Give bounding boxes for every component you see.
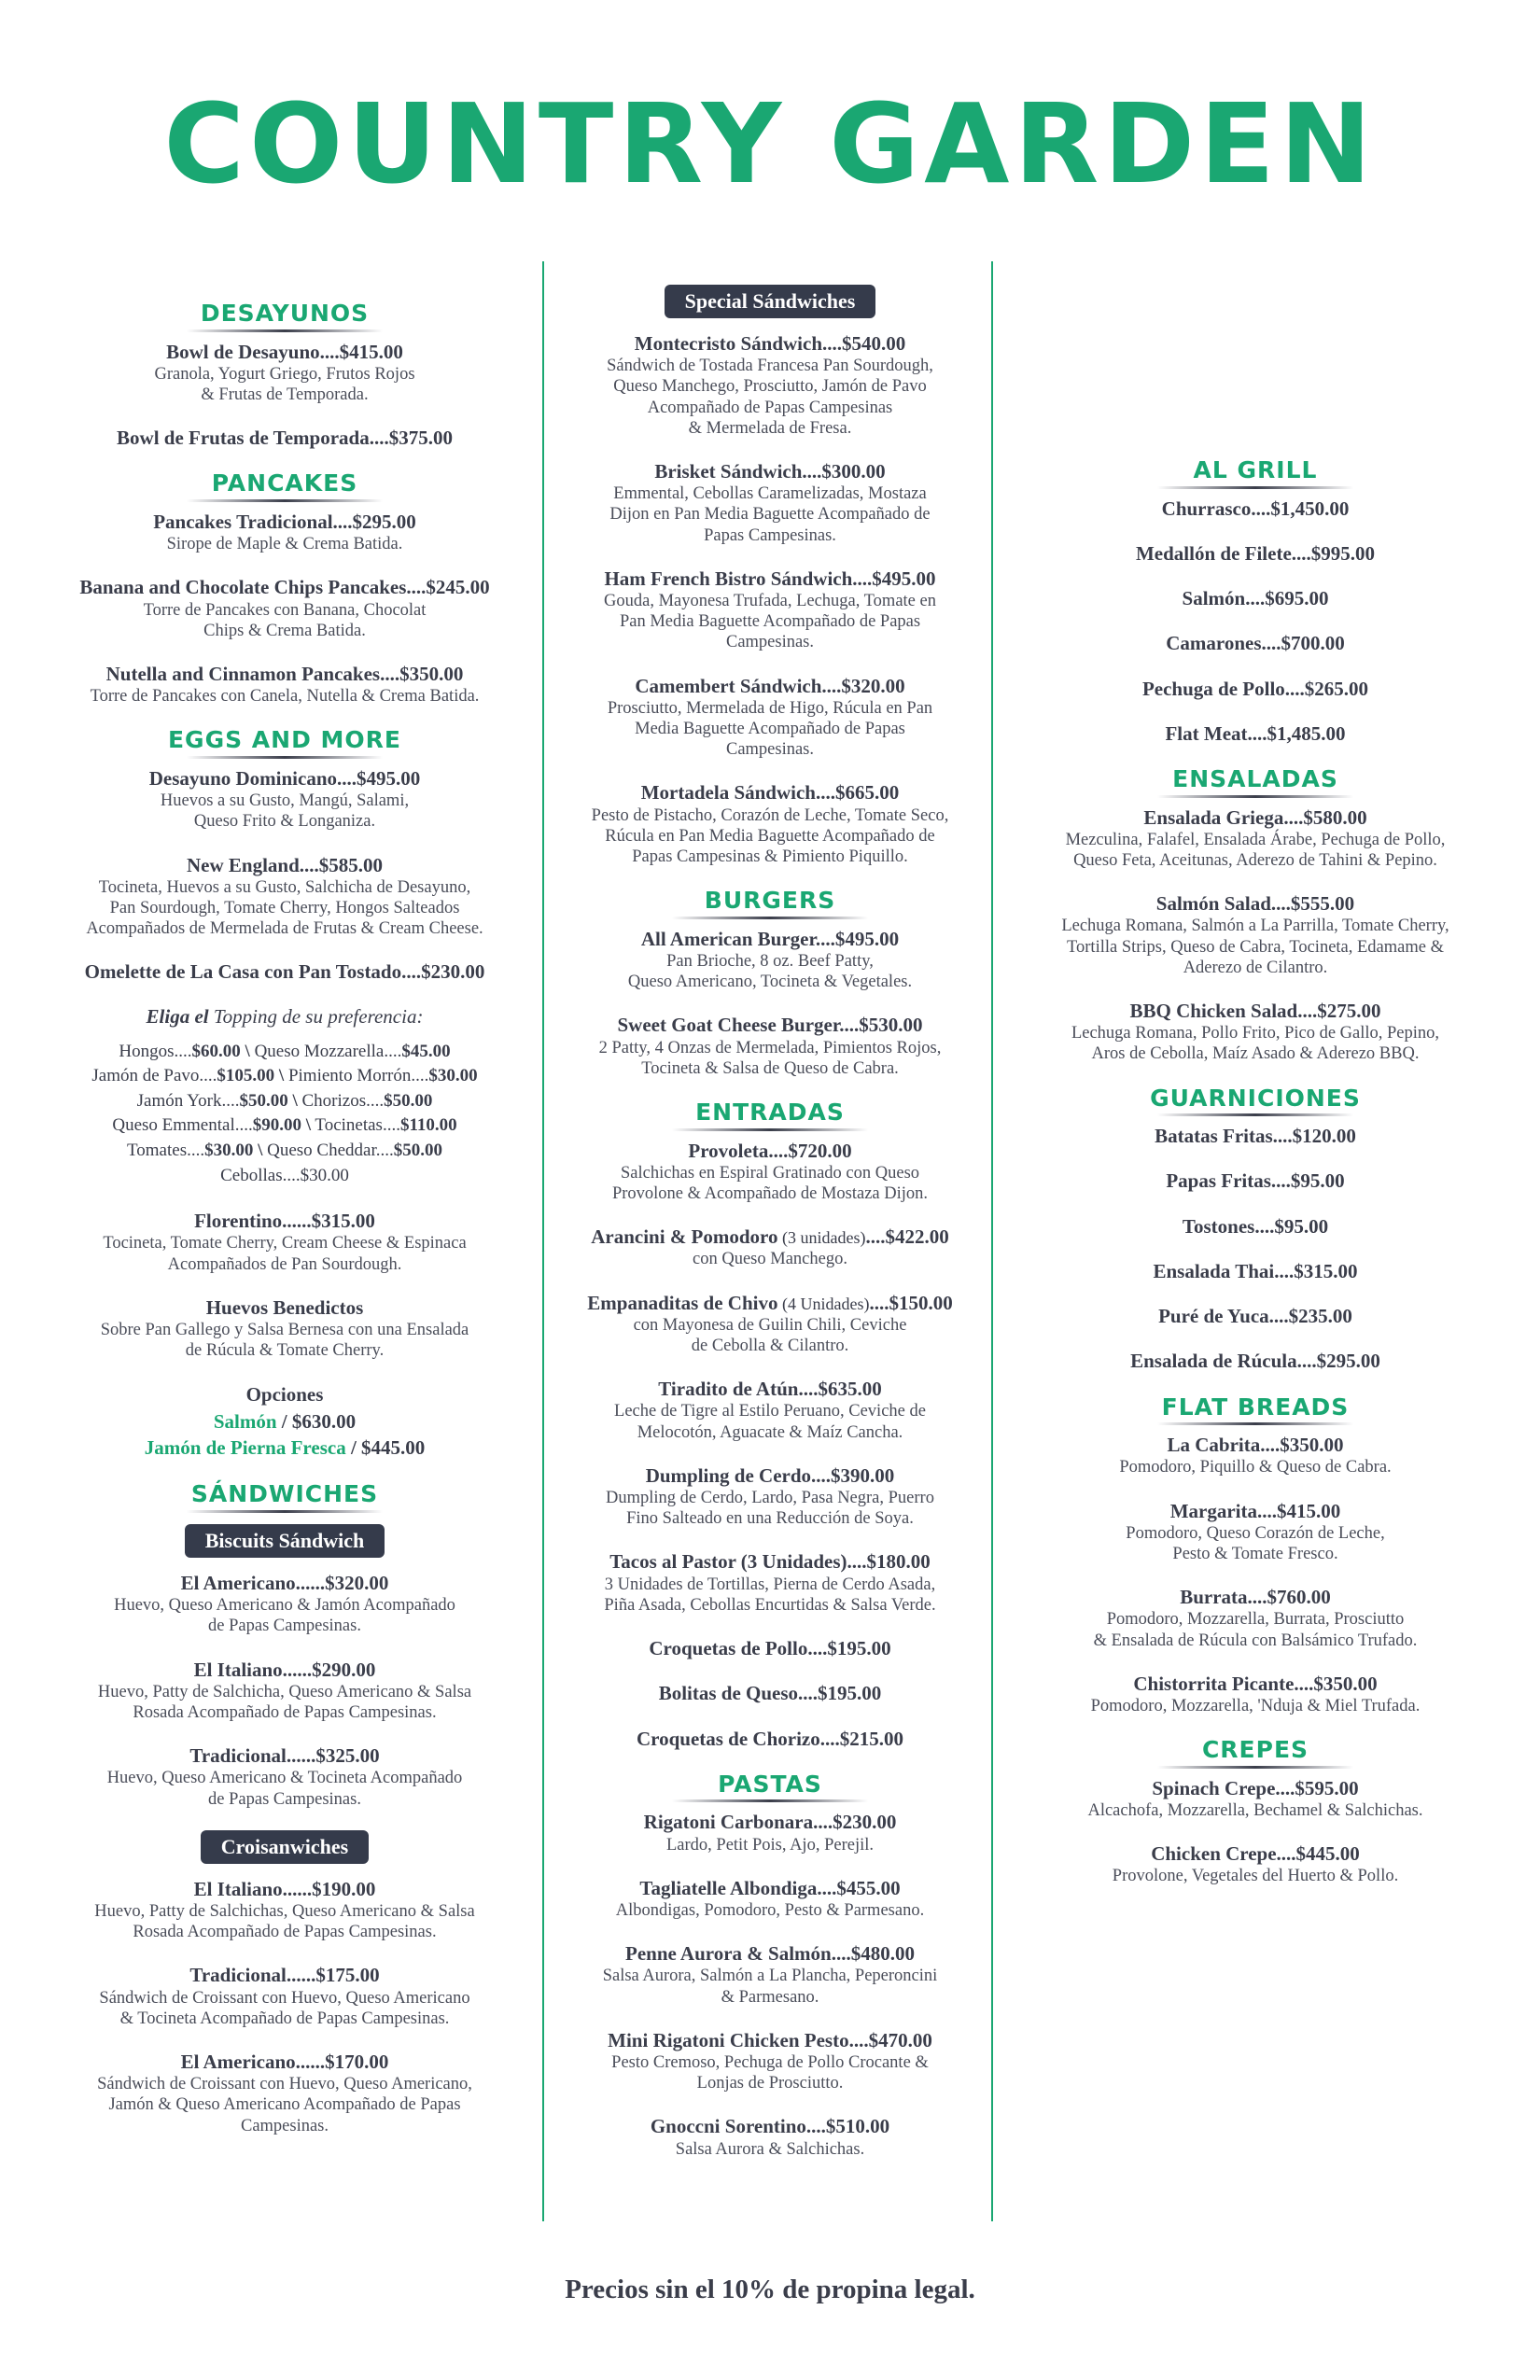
item-description: Huevos a su Gusto, Mangú, Salami, Queso Frito & Longaniza. (160, 791, 410, 832)
topping-line (42, 1064, 527, 1089)
item-description: Lechuga Romana, Salmón a La Parrilla, Tomate Cherry, Tortilla Strips, Queso de Cabra, Tocineta, Edamame & Aderezo de Cilantro. (1061, 917, 1449, 977)
menu-item (42, 2050, 527, 2136)
menu-item (42, 1295, 527, 1362)
item-name: Tradicional......$325.00 (189, 1744, 380, 1768)
section-desayunos (42, 301, 527, 450)
item-name: Bowl de Desayuno....$415.00 (166, 340, 403, 363)
menu-item (1013, 1585, 1498, 1651)
topping-price: $50.00 (384, 1090, 433, 1111)
item-name: Camembert Sándwich....$320.00 (635, 674, 905, 697)
item-name: Chicken Crepe....$445.00 (1151, 1842, 1360, 1866)
section-title: DESAYUNOS (200, 300, 370, 327)
item-name: Florentino......$315.00 (194, 1210, 375, 1233)
item-description: 3 Unidades de Tortillas, Pierna de Cerdo Asada, Piña Asada, Cebollas Encurtidas & Salsa Verde. (604, 1575, 936, 1615)
topping-name: Jamón de Pavo.... (91, 1066, 217, 1086)
item-description: Salsa Aurora, Salmón a La Plancha, Peperoncini & Parmesano. (602, 1967, 938, 2007)
topping-price: $30.00 \ (204, 1140, 263, 1160)
section-title: PASTAS (718, 1770, 822, 1798)
item-name: Tradicional......$175.00 (189, 1964, 380, 1987)
section-underline (1157, 1766, 1353, 1769)
menu-item (1013, 677, 1498, 701)
option-jamon (42, 1435, 527, 1461)
menu-item (1013, 999, 1498, 1065)
item-description: Tocineta, Huevos a su Gusto, Salchicha de Desayuno, Pan Sourdough, Tomate Cherry, Hongos Salteados Acompañados de Mermelada de Frutas & Cream Cheese. (86, 877, 483, 939)
section-underline (1157, 1422, 1353, 1425)
column-divider-left (542, 261, 544, 2221)
item-name: Omelette de La Casa con Pan Tostado....$230.00 (84, 960, 485, 984)
menu-item (42, 959, 527, 984)
menu-item (1013, 721, 1498, 746)
section-burgers (560, 888, 980, 1079)
item-description: Huevo, Patty de Salchicha, Queso Americano & Salsa Rosada Acompañado de Papas Campesinas. (97, 1682, 472, 1722)
menu-item (42, 1571, 527, 1637)
subsection-label: Croisanwiches (201, 1830, 370, 1864)
section-underline (1157, 795, 1353, 798)
topping-line (42, 1089, 527, 1114)
item-description: Huevo, Queso Americano & Jamón Acompañado de Papas Campesinas. (114, 1596, 455, 1636)
option-name: Salmón (213, 1409, 277, 1433)
section-title: CREPES (1201, 1736, 1309, 1764)
menu-item (560, 1941, 980, 2008)
topping-name: Queso Emmental.... (112, 1115, 253, 1136)
item-description: Mezculina, Falafel, Ensalada Árabe, Pechuga de Pollo, Queso Feta, Aceitunas, Aderezo de Tahini & Pepino. (1065, 830, 1446, 870)
section-underline (187, 329, 383, 332)
menu-item (560, 1876, 980, 1921)
item-name: Medallón de Filete....$995.00 (1135, 541, 1376, 565)
menu-item (1013, 1124, 1498, 1148)
item-name: Chistorrita Picante....$350.00 (1133, 1672, 1378, 1695)
menu-item (42, 340, 527, 406)
menu-item (1013, 1304, 1498, 1328)
item-name: Bolitas de Queso....$195.00 (658, 1682, 882, 1705)
item-description: Pomodoro, Piquillo & Queso de Cabra. (1119, 1458, 1392, 1477)
item-description: Pomodoro, Mozzarella, Burrata, Prosciutto & Ensalada de Rúcula con Balsámico Trufado. (1093, 1610, 1418, 1650)
item-description: Pesto Cremoso, Pechuga de Pollo Crocante & Lonjas de Prosciutto. (611, 2053, 929, 2093)
section-underline (187, 499, 383, 502)
item-description: Pan Brioche, 8 oz. Beef Patty, Queso Americano, Tocineta & Vegetales. (627, 952, 913, 992)
menu-item (560, 1139, 980, 1205)
item-name: Salmón....$695.00 (1182, 587, 1329, 609)
topping-name: Queso Cheddar.... (262, 1140, 394, 1160)
topping-name: Hongos.... (119, 1041, 192, 1061)
section-pastas (560, 1771, 980, 2160)
item-name: Desayuno Dominicano....$495.00 (148, 766, 421, 790)
item-name: BBQ Chicken Salad....$275.00 (1129, 999, 1381, 1022)
item-name: Tacos al Pastor (3 Unidades)....$180.00 (609, 1550, 931, 1574)
menu-item (560, 1636, 980, 1660)
section-title: GUARNICIONES (1150, 1084, 1361, 1112)
item-description: Leche de Tigre al Estilo Peruano, Ceviche de Melocotón, Aguacate & Maíz Cancha. (614, 1402, 926, 1442)
item-name: El Americano......$320.00 (180, 1571, 389, 1594)
item-name: El Italiano......$290.00 (193, 1658, 376, 1681)
menu-item (42, 1658, 527, 1724)
item-name: Churrasco....$1,450.00 (1161, 497, 1350, 520)
option-price: / $630.00 (276, 1409, 357, 1433)
item-name: Puré de Yuca....$235.00 (1158, 1305, 1352, 1328)
menu-column-middle (560, 285, 980, 2180)
item-name: Ensalada Griega....$580.00 (1143, 805, 1367, 829)
section-crepes (1013, 1737, 1498, 1886)
menu-item (42, 853, 527, 940)
item-description: Salsa Aurora & Salchichas. (675, 2139, 865, 2159)
topping-instruction (42, 1005, 527, 1029)
topping-price: $50.00 \ (239, 1090, 298, 1111)
section-guarniciones (1013, 1085, 1498, 1374)
item-description: Pomodoro, Queso Corazón de Leche, Pesto & Tomate Fresco. (1126, 1523, 1385, 1563)
item-description: Lardo, Petit Pois, Ajo, Perejil. (666, 1835, 874, 1855)
topping-price: $45.00 (401, 1041, 451, 1061)
menu-item (42, 575, 527, 641)
menu-item (1013, 1169, 1498, 1193)
section-eggs-and-more (42, 727, 527, 1461)
item-description: Torre de Pancakes con Canela, Nutella & Crema Batida. (90, 687, 480, 707)
item-description: Alcachofa, Mozzarella, Bechamel & Salchichas. (1087, 1800, 1423, 1820)
menu-item (560, 1727, 980, 1751)
menu-item (560, 1463, 980, 1530)
item-description: Huevo, Queso Americano & Tocineta Acompañado de Papas Campesinas. (106, 1769, 463, 1809)
footer-note: Precios sin el 10% de propina legal. (565, 2275, 975, 2304)
menu-item (560, 1291, 980, 1357)
section-flat-breads (1013, 1394, 1498, 1717)
item-description: Albondigas, Pomodoro, Pesto & Parmesano. (615, 1901, 925, 1920)
menu-item (560, 1225, 980, 1269)
item-name: Montecristo Sándwich....$540.00 (634, 332, 906, 355)
item-description: Pomodoro, Mozzarella, 'Nduja & Miel Trufada. (1090, 1697, 1421, 1715)
section-underline (1157, 486, 1353, 489)
item-name: Banana and Chocolate Chips Pancakes....$245.00 (79, 576, 490, 599)
item-description: Prosciutto, Mermelada de Higo, Rúcula en Pan Media Baguette Acompañado de Papas Campesinas. (607, 698, 933, 760)
item-name (560, 1225, 980, 1249)
menu-item (1013, 805, 1498, 872)
item-name-main: Arancini & Pomodoro (591, 1225, 778, 1249)
subsection-label: Special Sándwiches (665, 285, 876, 318)
item-description: con Mayonesa de Guilin Chili, Ceviche de Cebolla & Cilantro. (633, 1315, 907, 1355)
item-description: Lechuga Romana, Pollo Frito, Pico de Gallo, Pepino, Aros de Cebolla, Maíz Asado & Aderezo BBQ. (1071, 1024, 1440, 1064)
menu-item (560, 1377, 980, 1443)
menu-item (1013, 631, 1498, 655)
item-name: La Cabrita....$350.00 (1167, 1434, 1344, 1457)
section-underline (672, 1128, 868, 1131)
topping-price: $60.00 \ (191, 1041, 250, 1061)
menu-item (1013, 1841, 1498, 1886)
item-name: Nutella and Cinnamon Pancakes....$350.00 (105, 662, 464, 685)
item-name: El Italiano......$190.00 (193, 1877, 376, 1900)
item-name: Tostones....$95.00 (1182, 1214, 1329, 1238)
item-name: Burrata....$760.00 (1180, 1586, 1331, 1609)
menu-item (42, 1209, 527, 1275)
topping-name: Chorizos.... (297, 1090, 385, 1111)
menu-item (1013, 1672, 1498, 1716)
item-description: Sándwich de Croissant con Huevo, Queso Americano & Tocineta Acompañado de Papas Campesinas. (99, 1988, 470, 2028)
section-underline (187, 1510, 383, 1513)
topping-line (42, 1113, 527, 1139)
menu-item (560, 459, 980, 546)
menu-item (560, 2028, 980, 2094)
menu-item (560, 331, 980, 439)
menu-item (560, 567, 980, 653)
item-name: Tiradito de Atún....$635.00 (658, 1378, 882, 1401)
item-name: Gnoccni Sorentino....$510.00 (650, 2115, 890, 2138)
section-underline (672, 1799, 868, 1802)
menu-item (560, 1013, 980, 1079)
menu-item (1013, 1214, 1498, 1239)
topping-price: $50.00 (393, 1140, 442, 1160)
option-salmon (42, 1408, 527, 1435)
section-al-grill (1013, 457, 1498, 746)
section-underline (1157, 1113, 1353, 1116)
topping-name: Pimiento Morrón.... (284, 1066, 429, 1086)
section-title: FLAT BREADS (1161, 1393, 1350, 1421)
section-entradas (560, 1099, 980, 1751)
section-title: EGGS AND MORE (167, 726, 401, 754)
topping-price: $105.00 \ (217, 1066, 285, 1086)
section-pancakes (42, 470, 527, 707)
menu-item (42, 1743, 527, 1810)
topping-line (42, 1139, 527, 1164)
menu-item-opciones (42, 1381, 527, 1461)
menu-item (1013, 1499, 1498, 1565)
topping-instruction-rest: Topping de su preferencia: (208, 1004, 424, 1028)
item-description: Torre de Pancakes con Banana, Chocolat Chips & Crema Batida. (143, 600, 427, 640)
item-description: Salchichas en Espiral Gratinado con Queso Provolone & Acompañado de Mostaza Dijon. (611, 1163, 929, 1203)
item-name: Spinach Crepe....$595.00 (1152, 1776, 1359, 1799)
menu-item (1013, 1433, 1498, 1477)
item-name: Brisket Sándwich....$300.00 (654, 460, 886, 483)
item-description: Granola, Yogurt Griego, Frutos Rojos & Frutas de Temporada. (154, 364, 415, 404)
topping-name: Jamón York.... (136, 1090, 240, 1111)
section-title: SÁNDWICHES (190, 1480, 379, 1508)
section-title: AL GRILL (1193, 456, 1318, 483)
column-divider-right (991, 261, 993, 2221)
menu-item (1013, 586, 1498, 610)
item-name: Papas Fritas....$95.00 (1166, 1169, 1345, 1193)
item-name: Croquetas de Pollo....$195.00 (649, 1637, 891, 1660)
item-name: Ham French Bistro Sándwich....$495.00 (604, 567, 936, 590)
menu-item (42, 662, 527, 707)
item-name: Bowl de Frutas de Temporada....$375.00 (117, 427, 453, 450)
item-name: Batatas Fritas....$120.00 (1155, 1125, 1356, 1148)
item-description: Provolone, Vegetales del Huerto & Pollo. (1112, 1867, 1399, 1886)
item-name: Tagliatelle Albondiga....$455.00 (639, 1876, 901, 1899)
menu-item (560, 2114, 980, 2159)
topping-price: $110.00 (399, 1115, 457, 1136)
menu-item (42, 1877, 527, 1943)
section-title: ENSALADAS (1172, 765, 1338, 792)
section-title: BURGERS (704, 887, 836, 915)
topping-name: Queso Mozzarella.... (249, 1041, 402, 1061)
item-description: Gouda, Mayonesa Trufada, Lechuga, Tomate en Pan Media Baguette Acompañado de Papas Campesinas. (604, 592, 936, 652)
item-description: Emmental, Cebollas Caramelizadas, Mostaza Dijon en Pan Media Baguette Acompañado de Papas Campesinas. (609, 484, 931, 545)
menu-item (1013, 1349, 1498, 1373)
item-name: Provoleta....$720.00 (688, 1139, 852, 1162)
topping-instruction-bold: Eliga el (146, 1004, 209, 1028)
item-name: Mini Rigatoni Chicken Pesto....$470.00 (608, 2028, 932, 2051)
item-description: Tocineta, Tomate Cherry, Cream Cheese & Espinaca Acompañados de Pan Sourdough. (103, 1234, 467, 1274)
subsection-label: Biscuits Sándwich (185, 1524, 385, 1558)
menu-item (560, 927, 980, 993)
section-ensaladas (1013, 766, 1498, 1065)
section-special-sandwiches (560, 285, 980, 867)
item-name: El Americano......$170.00 (180, 2051, 389, 2074)
item-name: Ensalada Thai....$315.00 (1153, 1259, 1358, 1282)
item-description: Pesto de Pistacho, Corazón de Leche, Tomate Seco, Rúcula en Pan Media Baguette Acompañado de Papas Campesinas & Pimiento Piquillo. (591, 805, 949, 867)
item-name: Camarones....$700.00 (1166, 632, 1345, 655)
item-name: New England....$585.00 (186, 853, 384, 876)
menu-item (42, 426, 527, 450)
item-name: Salmón Salad....$555.00 (1155, 892, 1355, 916)
item-name-qty: (3 unidades) (777, 1228, 866, 1248)
item-name: Mortadela Sándwich....$665.00 (640, 781, 900, 805)
menu-item (42, 766, 527, 833)
topping-line (42, 1164, 527, 1189)
item-description: Dumpling de Cerdo, Lardo, Pasa Negra, Puerro Fino Salteado en una Reducción de Soya. (606, 1489, 934, 1529)
item-name: Pechuga de Pollo....$265.00 (1141, 677, 1369, 700)
menu-item (1013, 497, 1498, 521)
item-name: Rigatoni Carbonara....$230.00 (643, 1811, 897, 1834)
topping-name: Tocinetas.... (311, 1115, 400, 1136)
item-description: con Queso Manchego. (693, 1250, 847, 1269)
item-description: Sirope de Maple & Crema Batida. (166, 535, 403, 554)
topping-list (42, 1040, 527, 1189)
item-name-main: Empanaditas de Chivo (587, 1291, 778, 1314)
menu-item (1013, 891, 1498, 978)
item-name: Dumpling de Cerdo....$390.00 (645, 1463, 895, 1487)
item-name: Penne Aurora & Salmón....$480.00 (625, 1942, 915, 1966)
topping-line (42, 1040, 527, 1065)
menu-item (1013, 541, 1498, 566)
menu-item (42, 1963, 527, 2029)
section-title: ENTRADAS (695, 1099, 845, 1126)
menu-item (1013, 1259, 1498, 1283)
item-name: Margarita....$415.00 (1169, 1499, 1341, 1522)
menu-item (560, 1549, 980, 1616)
menu-column-right (1013, 437, 1498, 1908)
item-description: Sándwich de Croissant con Huevo, Queso Americano, Jamón & Queso Americano Acompañado de Papas Campesinas. (97, 2075, 472, 2135)
section-underline (672, 917, 868, 919)
item-name-qty: (4 Unidades) (777, 1294, 870, 1313)
menu-item (560, 780, 980, 867)
item-description: Huevo, Patty de Salchichas, Queso Americano & Salsa Rosada Acompañado de Papas Campesinas. (94, 1902, 475, 1942)
topping-price: $90.00 \ (252, 1115, 312, 1136)
item-description: Sobre Pan Gallego y Salsa Bernesa con una Ensalada de Rúcula & Tomate Cherry. (100, 1321, 469, 1361)
option-name: Jamón de Pierna Fresca (144, 1436, 346, 1460)
item-description: 2 Patty, 4 Onzas de Mermelada, Pimientos Rojos, Tocineta & Salsa de Queso de Cabra. (598, 1038, 942, 1078)
menu-item (42, 510, 527, 554)
item-name: Huevos Benedictos (205, 1295, 364, 1319)
item-name: Croquetas de Chorizo....$215.00 (636, 1727, 904, 1750)
item-name (560, 1291, 980, 1315)
item-name: Pancakes Tradicional....$295.00 (153, 510, 416, 533)
menu-item (560, 674, 980, 761)
section-underline (187, 756, 383, 759)
menu-item (560, 1810, 980, 1855)
restaurant-title: COUNTRY GARDEN (163, 79, 1377, 208)
option-price: / $445.00 (345, 1436, 426, 1460)
menu-column-left (42, 280, 527, 2157)
item-price: ....$422.00 (865, 1225, 949, 1249)
item-name: Sweet Goat Cheese Burger....$530.00 (617, 1014, 923, 1037)
section-sandwiches (42, 1481, 527, 2135)
topping-name: Tomates.... (126, 1140, 205, 1160)
topping-name: Cebollas....$30.00 (220, 1165, 349, 1185)
opciones-label: Opciones (245, 1383, 324, 1407)
item-name: All American Burger....$495.00 (640, 927, 900, 950)
item-name: Ensalada de Rúcula....$295.00 (1130, 1350, 1380, 1373)
item-description: Sándwich de Tostada Francesa Pan Sourdough, Queso Manchego, Prosciutto, Jamón de Pavo Acompañado de Papas Campesinas & Mermelada de Fresa. (607, 357, 933, 438)
item-price: ....$150.00 (869, 1291, 953, 1314)
menu-item (560, 1681, 980, 1705)
menu-item (1013, 1776, 1498, 1821)
topping-price: $30.00 (428, 1066, 478, 1086)
item-name: Flat Meat....$1,485.00 (1165, 721, 1346, 745)
section-title: PANCAKES (211, 469, 358, 497)
